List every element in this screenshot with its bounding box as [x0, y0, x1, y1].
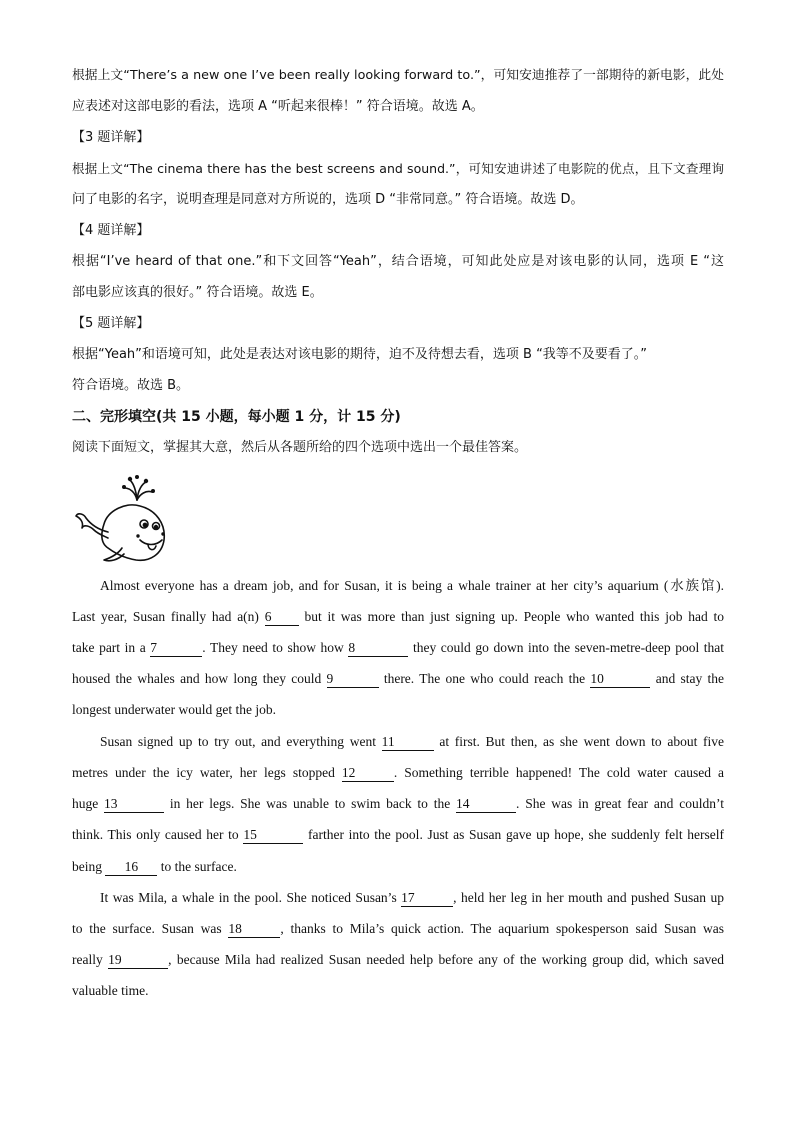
passage-p3-line1: [100, 888, 724, 908]
passage-p2-line5: [72, 857, 724, 877]
text-segment: to the surface. Susan was: [72, 921, 229, 936]
blank-19[interactable]: 19: [108, 952, 168, 969]
blank-11[interactable]: 11: [382, 734, 434, 751]
q4-detail-title: 【4 题详解】: [72, 223, 150, 238]
analysis-q5-line1: 根据“Yeah”和语境可知，此处是表达对该电影的期待，迫不及待想去看，选项 B “我等不及要看了。”: [72, 347, 648, 362]
text-segment: being: [72, 859, 106, 874]
text-segment: Last year, Susan finally had a(n): [72, 609, 265, 624]
blank-9[interactable]: 9: [327, 671, 379, 688]
analysis-q3-line2: 问了电影的名字，说明查理是同意对方所说的，选项 D “非常同意。” 符合语境。故选 D。: [72, 192, 584, 207]
blank-16[interactable]: 16: [105, 859, 157, 876]
analysis-q2-line2: 应表述对这部电影的看法，选项 A “听起来很棒！” 符合语境。故选 A。: [72, 99, 484, 114]
text-segment: It was Mila, a whale in the pool. She noticed Susan’s: [100, 890, 402, 905]
passage-p3-line3: [72, 950, 724, 970]
blank-8[interactable]: 8: [348, 640, 408, 657]
text-segment: , thanks to Mila’s quick action. The aquarium spokesperson said Susan was: [280, 921, 724, 936]
analysis-q4-line2: 部电影应该真的很好。” 符合语境。故选 E。: [72, 285, 323, 300]
passage-p1-line5: longest underwater would get the job.: [72, 702, 276, 717]
text-segment: Susan signed up to try out, and everything went: [100, 734, 382, 749]
analysis-q3-line1: 根据上文“The cinema there has the best screens and sound.”，可知安迪讲述了电影院的优点，且下文查理询: [72, 161, 724, 176]
text-segment: huge: [72, 796, 105, 811]
cartoon-whale-icon: [74, 474, 174, 570]
passage-p1-line2: [72, 607, 724, 627]
text-segment: they could go down into the seven-metre-deep pool that: [408, 640, 725, 655]
passage-p3-line4: valuable time.: [72, 983, 149, 998]
analysis-q2-line1: 根据上文“There’s a new one I’ve been really looking forward to.”，可知安迪推荐了一部期待的新电影，此处: [72, 68, 724, 83]
passage-p1-line1: Almost everyone has a dream job, and for Susan, it is being a whale trainer at her city’s aquarium (水族馆).: [100, 578, 724, 593]
section-heading: 二、完形填空(共 15 小题，每小题 1 分，计 15 分): [72, 409, 401, 425]
text-segment: metres under the icy water, her legs stopped: [72, 765, 342, 780]
text-segment: to the surface.: [157, 859, 237, 874]
analysis-q5-line2: 符合语境。故选 B。: [72, 378, 190, 393]
text-segment: . She was in great fear and couldn’t: [516, 796, 724, 811]
blank-15[interactable]: 15: [243, 827, 303, 844]
text-segment: there. The one who could reach the: [378, 671, 591, 686]
text-segment: farther into the pool. Just as Susan gave up hope, she suddenly felt herself: [303, 827, 724, 842]
text-segment: take part in a: [72, 640, 151, 655]
blank-17[interactable]: 17: [401, 890, 453, 907]
blank-12[interactable]: 12: [342, 765, 394, 782]
text-segment: , because Mila had realized Susan needed help before any of the working group did, which saved: [168, 952, 725, 967]
q3-detail-title: 【3 题详解】: [72, 130, 150, 145]
passage-p2-line2: [72, 763, 724, 783]
passage-p2-line4: [72, 825, 724, 845]
text-segment: think. This only caused her to: [72, 827, 244, 842]
section-instruction: 阅读下面短文，掌握其大意，然后从各题所给的四个选项中选出一个最佳答案。: [72, 440, 528, 455]
passage-p2-line3: [72, 794, 724, 814]
text-segment: and stay the: [650, 671, 725, 686]
text-segment: . Something terrible happened! The cold water caused a: [393, 765, 724, 780]
text-segment: but it was more than just signing up. People who wanted this job had to: [298, 609, 725, 624]
text-segment: . They need to show how: [202, 640, 349, 655]
passage-p1-line4: [72, 669, 724, 689]
analysis-q4-line1: 根据“I’ve heard of that one.”和下文回答“Yeah”，结合语境，可知此处应是对该电影的认同，选项 E “这: [72, 254, 724, 269]
passage-p1-line3: [72, 638, 724, 658]
blank-10[interactable]: 10: [590, 671, 650, 688]
blank-18[interactable]: 18: [228, 921, 280, 938]
q5-detail-title: 【5 题详解】: [72, 316, 150, 331]
text-segment: at first. But then, as she went down to about five: [433, 734, 725, 749]
blank-14[interactable]: 14: [456, 796, 516, 813]
text-segment: really: [72, 952, 109, 967]
text-segment: , held her leg in her mouth and pushed Susan up: [453, 890, 724, 905]
passage-p3-line2: [72, 919, 724, 939]
text-segment: housed the whales and how long they could: [72, 671, 327, 686]
blank-6[interactable]: 6: [265, 609, 299, 626]
blank-13[interactable]: 13: [104, 796, 164, 813]
text-segment: in her legs. She was unable to swim back to the: [164, 796, 457, 811]
blank-7[interactable]: 7: [150, 640, 202, 657]
passage-p2-line1: [100, 732, 724, 752]
